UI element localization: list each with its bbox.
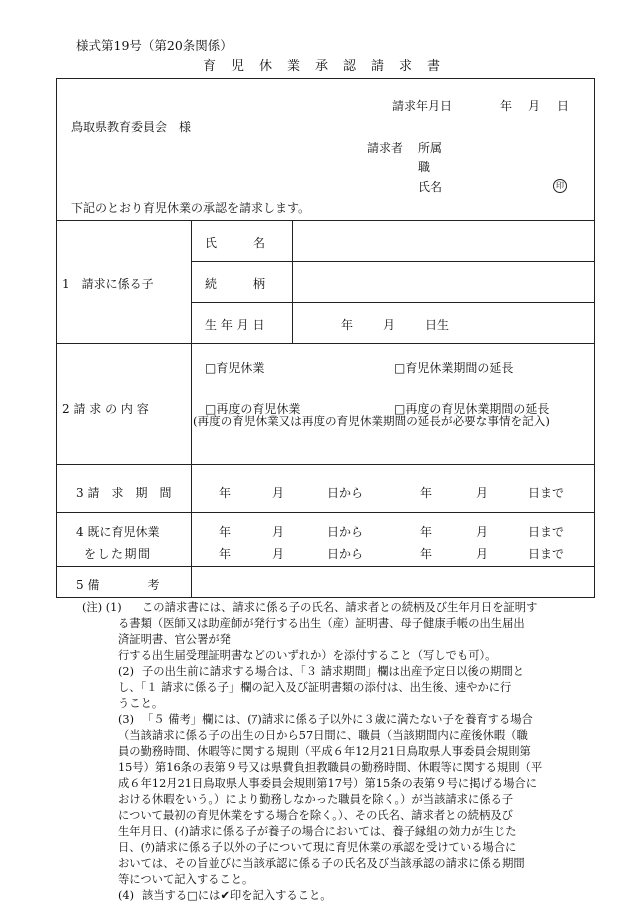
child-birthdate-label: 生 年 月 日 xyxy=(205,318,265,332)
section2-label: 2 請 求 の 内 容 xyxy=(62,402,149,416)
note-1-line: 済証明書、官公署が発 xyxy=(118,633,231,646)
period-to-month: 月 xyxy=(476,486,489,500)
option-repeat-extension[interactable]: □再度の育児休業期間の延長 xyxy=(394,402,550,416)
note-2-line: し、「１ 請求に係る子」欄の記入及び証明書類の添付は、出生後、速やかに行 xyxy=(118,681,512,694)
row-divider xyxy=(191,302,595,303)
birth-year-label: 年 xyxy=(341,318,354,332)
note-1-line: この請求書には、請求に係る子の氏名、請求者との続柄及び生年月日を証明す xyxy=(142,601,538,614)
request-year-label: 年 xyxy=(500,99,513,113)
row-divider xyxy=(56,566,595,567)
note-4-marker: (4) xyxy=(118,889,135,902)
prior-period-1-to-month: 月 xyxy=(476,525,489,539)
note-2-line: うこと。 xyxy=(118,697,164,710)
section3-label: 3 請 求 期 間 xyxy=(76,486,172,500)
note-3-line: 成６年12月21日鳥取県人事委員会規則第17号）第15条の表第９号に掲げる場合に xyxy=(118,777,538,790)
repeat-reason-note: (再度の育児休業又は再度の育児休業期間の延長が必要な事情を記入) xyxy=(193,414,550,428)
child-relation-label: 続 柄 xyxy=(205,277,266,291)
prior-period-1-from-month: 月 xyxy=(272,525,285,539)
section5-label: 5 備 考 xyxy=(76,578,160,592)
note-4-line: 該当する□には✔印を記入すること。 xyxy=(142,889,332,902)
note-2-line: 子の出生前に請求する場合は、「３ 請求期間」欄は出産予定日以後の期間と xyxy=(142,665,525,678)
position-label: 職 xyxy=(418,160,431,174)
request-statement: 下記のとおり育児休業の承認を請求します。 xyxy=(71,201,311,215)
note-3-line: （当該請求に係る子の出生の日から57日間に、職員（当該期間内に産後休暇（職 xyxy=(118,729,528,742)
prior-period-2-from-month: 月 xyxy=(272,547,285,561)
prior-period-2-to-year: 年 xyxy=(420,547,433,561)
note-2-marker: (2) xyxy=(118,665,135,678)
note-3-line: 等について記入すること。 xyxy=(118,873,254,886)
form-title: 育 児 休 業 承 認 請 求 書 xyxy=(203,59,442,74)
prior-period-1-from-day: 日から xyxy=(327,525,364,539)
birth-month-label: 月 xyxy=(383,318,396,332)
row-divider xyxy=(56,220,595,221)
period-from-day: 日から xyxy=(327,486,364,500)
prior-period-1-from-year: 年 xyxy=(219,525,232,539)
note-1-marker: (注) (1) xyxy=(82,601,122,614)
row-divider xyxy=(56,343,595,344)
note-3-marker: (3) xyxy=(118,713,135,726)
note-3-line: おいては、その旨並びに当該承認に係る子の氏名及び当該承認の請求に係る期間 xyxy=(118,857,525,870)
period-to-year: 年 xyxy=(420,486,433,500)
period-from-year: 年 xyxy=(219,486,232,500)
option-repeat-leave[interactable]: □再度の育児休業 xyxy=(205,402,301,416)
option-childcare-leave[interactable]: □育児休業 xyxy=(205,361,265,375)
note-3-line: 生年月日、(ｲ)請求に係る子が養子の場合においては、養子縁組の効力が生じた xyxy=(118,825,517,838)
note-1-line: る書類（医師又は助産師が発行する出生（産）証明書、母子健康手帳の出生届出 xyxy=(118,617,525,630)
prior-period-1-to-year: 年 xyxy=(420,525,433,539)
form-table xyxy=(56,78,595,598)
request-day-label: 日 xyxy=(557,99,570,113)
note-3-line: 「５ 備考」欄には、(ｱ)請求に係る子以外に３歳に満たない子を養育する場合 xyxy=(142,713,533,726)
column-divider xyxy=(191,220,192,598)
row-divider xyxy=(56,512,595,513)
note-3-line: について最初の育児休業をする場合を除く。）、その氏名、請求者との続柄及び xyxy=(118,809,513,822)
form-number: 様式第19号（第20条関係） xyxy=(76,38,233,53)
name-label: 氏名 xyxy=(418,180,443,194)
birth-day-label: 日生 xyxy=(425,318,450,332)
section1-label: 1 請求に係る子 xyxy=(62,277,154,291)
prior-period-2-to-month: 月 xyxy=(476,547,489,561)
note-3-line: 15号）第16条の表第９号又は県費負担教職員の勤務時間、休暇等に関する規則（平 xyxy=(118,761,543,774)
row-divider xyxy=(56,464,595,465)
note-3-line: おける休暇をいう。）により勤務しなかった職員を除く。）が当該請求に係る子 xyxy=(118,793,514,806)
note-1-line: 行する出生届受理証明書などのいずれか）を添付すること（写しでも可）。 xyxy=(118,649,497,662)
prior-period-2-from-year: 年 xyxy=(219,547,232,561)
prior-period-1-to-day: 日まで xyxy=(528,525,565,539)
note-3-line: 員の勤務時間、休暇等に関する規則（平成６年12月21日鳥取県人事委員会規則第 xyxy=(118,745,531,758)
prior-period-2-to-day: 日まで xyxy=(528,547,565,561)
addressee: 鳥取県教育委員会 様 xyxy=(71,120,192,134)
period-to-day: 日まで xyxy=(528,486,565,500)
period-from-month: 月 xyxy=(272,486,285,500)
section4-label-line2: をした期間 xyxy=(84,547,152,561)
section4-label-line1: 4 既に育児休業 xyxy=(76,525,160,539)
affiliation-label: 所属 xyxy=(418,141,443,155)
option-leave-extension[interactable]: □育児休業期間の延長 xyxy=(394,361,514,375)
row-divider xyxy=(191,261,595,262)
seal-mark: 印 xyxy=(553,179,567,193)
request-date-label: 請求年月日 xyxy=(392,99,453,113)
request-month-label: 月 xyxy=(528,99,541,113)
child-name-label: 氏 名 xyxy=(205,236,266,250)
requester-label: 請求者 xyxy=(367,141,404,155)
note-3-line: 日、(ｳ)請求に係る子以外の子について現に育児休業の承認を受けている場合に xyxy=(118,841,517,854)
prior-period-2-from-day: 日から xyxy=(327,547,364,561)
column-divider xyxy=(292,220,293,343)
